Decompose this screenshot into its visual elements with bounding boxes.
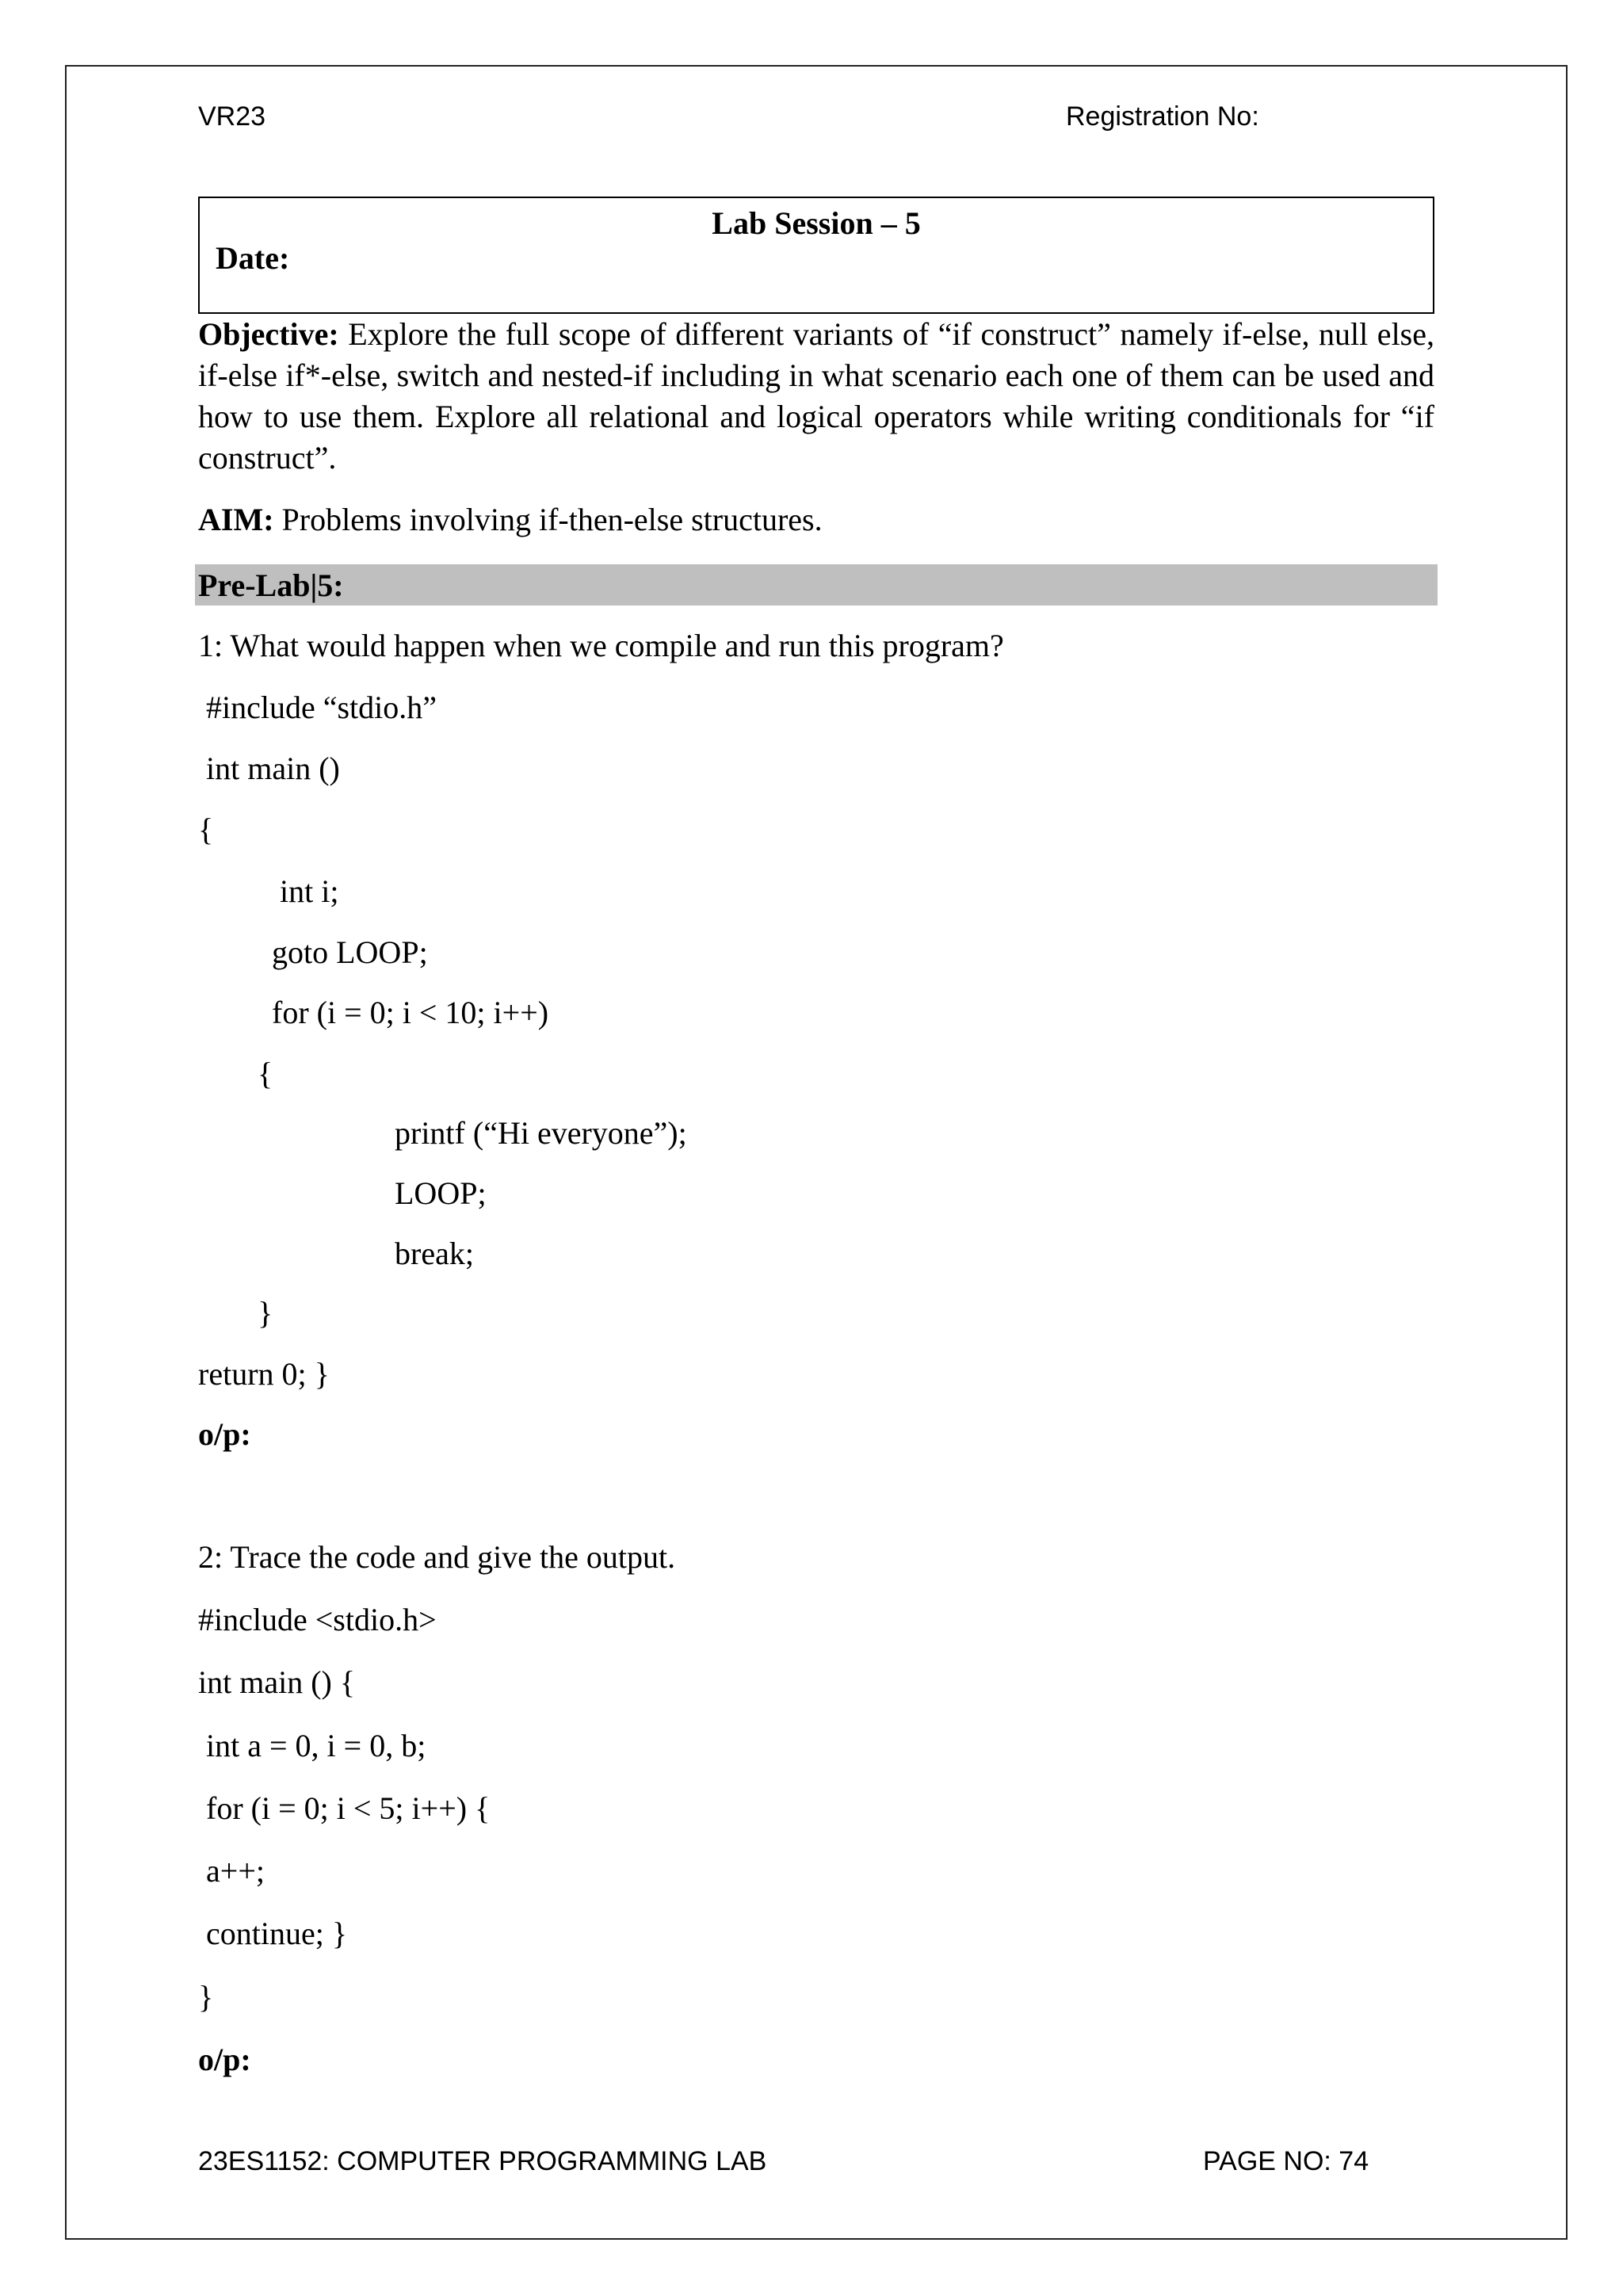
q1-code-line: { [258, 1056, 273, 1091]
q1-code-line: goto LOOP; [272, 934, 428, 970]
q2-code-line: continue; } [206, 1916, 348, 1951]
q2-question: 2: Trace the code and give the output. [198, 1539, 676, 1575]
q1-code-line: { [198, 812, 214, 847]
q2-code-line: for (i = 0; i < 5; i++) { [206, 1790, 491, 1826]
objective-label: Objective: [198, 316, 339, 352]
q2-code-line: int a = 0, i = 0, b; [206, 1728, 426, 1763]
objective-text: Explore the full scope of different variants of “if construct” namely if-else, null else, if-else if*-else, switch and nested-if including in what scenario each one of them can be used and how to use them. Explore all relational and logical operators while writing conditionals for “if construct”. [198, 316, 1434, 476]
footer-course: 23ES1152: COMPUTER PROGRAMMING LAB [198, 2146, 767, 2176]
q1-code-line: #include “stdio.h” [206, 690, 437, 725]
session-date-label: Date: [216, 240, 290, 276]
aim-label: AIM: [198, 502, 274, 537]
header-registration-no: Registration No: [1066, 101, 1259, 132]
aim-paragraph [198, 499, 1434, 541]
session-box [198, 197, 1434, 314]
aim-text: Problems involving if-then-else structures. [273, 502, 823, 537]
prelab-heading: Pre-Lab|5: [198, 567, 344, 603]
q1-code-line: } [258, 1295, 273, 1331]
prelab-heading-bar [195, 564, 1438, 606]
q2-code-line: a++; [206, 1853, 265, 1889]
q1-code-line: for (i = 0; i < 10; i++) [272, 995, 549, 1030]
q2-code-line: } [198, 1979, 214, 2015]
q1-code-line: return 0; } [198, 1356, 330, 1392]
q2-code-line: #include <stdio.h> [198, 1602, 437, 1637]
session-title: Lab Session – 5 [712, 205, 921, 241]
q2-output-label: o/p: [198, 2042, 251, 2077]
q2-code-line: int main () { [198, 1664, 356, 1700]
q1-question: 1: What would happen when we compile and run this program? [198, 628, 1004, 663]
q1-code-line: int main () [206, 751, 340, 786]
header-version: VR23 [198, 101, 266, 132]
q1-code-line: LOOP; [395, 1175, 487, 1211]
q1-code-line: break; [395, 1236, 474, 1271]
q1-code-line: int i; [280, 873, 339, 909]
footer-page-number: PAGE NO: 74 [1203, 2146, 1369, 2176]
q1-output-label: o/p: [198, 1416, 251, 1452]
objective-paragraph [198, 314, 1434, 479]
q1-code-line: printf (“Hi everyone”); [395, 1115, 687, 1151]
